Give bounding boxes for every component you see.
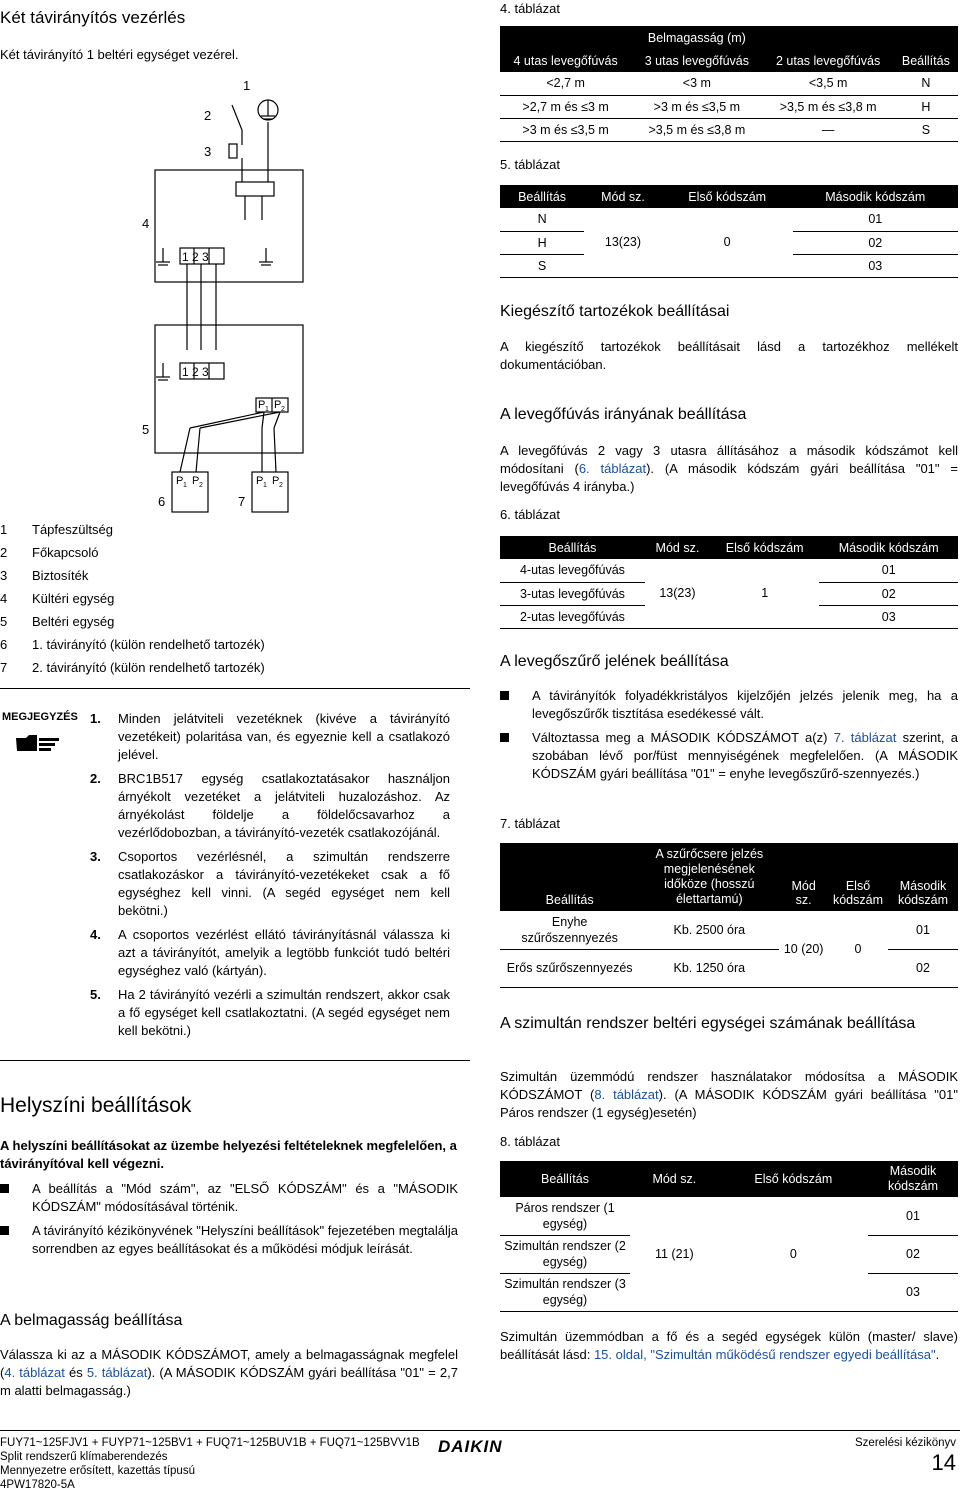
filter-bullets <box>500 687 958 783</box>
p1-label: P <box>258 399 266 411</box>
intro-text: Két távirányító 1 beltéri egységet vezérel. <box>0 47 239 62</box>
airflow-text: A levegőfúvás 2 vagy 3 utasra állításához a második kódszámot kell módosítani (6. táblázat). (A második kódszám gyári beállítása "01" = levegőfúvás 4 irányba.) <box>500 443 958 494</box>
table-5: Beállítás Mód sz. Első kódszám Második kódszám N 13(23) 0 01 H 02 S 03 <box>500 185 958 278</box>
legend-item: 7 2. távirányító (külön rendelhető tartozék) <box>0 660 265 675</box>
note-label: MEGJEGYZÉS <box>2 711 78 723</box>
simultaneous-text: Szimultán üzemmódú rendszer használatakor módosítsa a MÁSODIK KÓDSZÁMOT (8. táblázat). (A MÁSODIK KÓDSZÁM gyári beállítása "01" Páros rendszer (1 egység)esetén) <box>500 1069 958 1120</box>
r1-sub2: 2 <box>199 482 203 489</box>
site-bullet: A távirányító kézikönyvének "Helyszíni beállítások" fejezetében megtalálja sorrendben az egyes beállításokat és a működési módjuk leírását. <box>0 1222 458 1258</box>
footer-line2: Split rendszerű klímaberendezés <box>0 1451 168 1463</box>
label-7: 7 <box>238 494 246 509</box>
legend-item: 5 Beltéri egység <box>0 614 115 629</box>
site-intro: A helyszíni beállításokat az üzembe helyezési feltételeknek megfelelően, a távirányítóval kell végezni. <box>0 1138 457 1171</box>
indoor-terminal-label: 1 2 3 <box>182 365 209 379</box>
label-3: 3 <box>204 144 212 159</box>
footer-left <box>0 1436 430 1489</box>
t4-group-header: Belmagasság (m) <box>500 26 894 49</box>
note-list <box>90 710 450 1046</box>
label-4: 4 <box>142 216 150 231</box>
r2-p1: P <box>256 475 264 487</box>
table-4 <box>500 26 958 142</box>
footer-manual: Szerelési kézikönyv <box>855 1437 956 1449</box>
page-number: 14 <box>931 1450 956 1475</box>
r1-p1: P <box>176 475 184 487</box>
ref-table-8-link[interactable]: 8. táblázat <box>594 1087 659 1102</box>
p1-sub: 1 <box>265 406 269 413</box>
table-row: Szimultán rendszer (2 egység) 02 <box>500 1235 958 1273</box>
label-6: 6 <box>158 494 166 509</box>
site-bullets <box>0 1180 458 1258</box>
legend-list <box>0 522 440 682</box>
legend-item: 1 Tápfeszültség <box>0 522 113 537</box>
label-5: 5 <box>142 422 150 437</box>
accessory-title: Kiegészítő tartozékok beállításai <box>500 303 730 320</box>
airflow-title: A levegőfúvás irányának beállítása <box>500 406 747 423</box>
note-item: 2. BRC1B517 egység csatlakoztatásakor használjon árnyékolt vezetéket a jelátviteli huzalozáshoz. Az árnyékolást földelje a földelőcsavarhoz a vezérlődobozban, a távirányító-vezeték csatlakozójánál. <box>90 771 450 840</box>
master-slave-text: Szimultán üzemmódban a fő és a segéd egységek külön (master/ slave) beállítását lásd: 15. oldal, "Szimultán működésű rendszer egyedi beállítása". <box>500 1329 958 1362</box>
filter-title: A levegőszűrő jelének beállítása <box>500 653 729 670</box>
t4-head-cell: Beállítás <box>894 49 958 72</box>
main-switch-icon <box>232 105 242 130</box>
table-row: Páros rendszer (1 egység) 11 (21) 0 01 <box>500 1197 958 1235</box>
fuse-icon <box>229 144 237 158</box>
section-title-two-remote: Két távirányítós vezérlés <box>0 8 186 27</box>
ceiling-text: Válassza ki az a MÁSODIK KÓDSZÁMOT, amely a belmagasságnak megfelel (4. táblázat és 5. táblázat). (A MÁSODIK KÓDSZÁM gyári beállítása "01" = 2,7 m alatti belmagasság.) <box>0 1347 458 1398</box>
note-divider <box>0 688 470 689</box>
table-row: Enyhe szűrőszennyezés Kb. 2500 óra 10 (20) 0 01 <box>500 911 958 949</box>
legend-item: 6 1. távirányító (külön rendelhető tartozék) <box>0 637 265 652</box>
r2-p2: P <box>272 475 280 487</box>
table-7-title: 7. táblázat <box>500 816 560 831</box>
table-row: 3-utas levegőfúvás 02 <box>500 582 958 605</box>
ref-table-7-link[interactable]: 7. táblázat <box>833 730 897 745</box>
table-row: Erős szűrőszennyezés Kb. 1250 óra 02 <box>500 949 958 987</box>
table-4-title: 4. táblázat <box>500 1 560 16</box>
t4-head-cell: 4 utas levegőfúvás <box>500 49 631 72</box>
footer-code: 4PW17820-5A <box>0 1479 75 1489</box>
table-7: Beállítás A szűrőcsere jelzés megjelenésének időköze (hosszú élettartamú) Mód sz. Első kódszám Második kódszám Enyhe szűrőszennyezés Kb. 2500 óra 10 (20) 0 01 Erős szűrőszennyezés Kb. 1250 óra 02 <box>500 843 958 988</box>
p2-label: P <box>274 399 282 411</box>
ceiling-title: A belmagasság beállítása <box>0 1312 183 1329</box>
table-row: 2-utas levegőfúvás 03 <box>500 605 958 628</box>
r1-p2: P <box>192 475 200 487</box>
note-item: 4. A csoportos vezérlést ellátó távirányításnál válassza ki azt a távirányítót, amelyik a legtöbb funkciót tudó beltéri egységhez való (kártyán). <box>90 927 450 978</box>
r2-sub1: 1 <box>263 482 267 489</box>
table-row: N 13(23) 0 01 <box>500 208 958 231</box>
footer-divider <box>0 1430 960 1431</box>
legend-item: 3 Biztosíték <box>0 568 89 583</box>
legend-item: 2 Főkapcsoló <box>0 545 99 560</box>
table-row: S 03 <box>500 254 958 277</box>
table-row: <2,7 m <3 m <3,5 m N <box>500 72 958 95</box>
accessory-text: A kiegészítő tartozékok beállításait lásd a tartozékhoz mellékelt dokumentációban. <box>500 339 958 372</box>
wiring-diagram <box>0 60 470 520</box>
table-row: >3 m és ≤3,5 m >3,5 m és ≤3,8 m — S <box>500 118 958 141</box>
r1-sub1: 1 <box>183 482 187 489</box>
ref-table-5-link[interactable]: 5. táblázat <box>86 1365 148 1380</box>
simultaneous-title: A szimultán rendszer beltéri egységei számának beállítása <box>500 1015 916 1032</box>
p2-sub: 2 <box>281 406 285 413</box>
table-8: Beállítás Mód sz. Első kódszám Második kódszám Páros rendszer (1 egység) 11 (21) 0 01 Szimultán rendszer (2 egység) 02 Szimultán rendszer (3 egység) 03 <box>500 1161 958 1312</box>
ref-table-6-link[interactable]: 6. táblázat <box>578 461 647 476</box>
table-5-title: 5. táblázat <box>500 157 560 172</box>
filter-bullet: Változtassa meg a MÁSODIK KÓDSZÁMOT a(z) 7. táblázat szerint, a szobában lévő por/füst mennyiségének megfelelően. (A MÁSODIK KÓDSZÁM gyári beállítása "01" = enyhe levegőszűrő-szennyezés.) <box>500 729 958 783</box>
table-row: H 02 <box>500 231 958 254</box>
table-8-title: 8. táblázat <box>500 1134 560 1149</box>
site-settings-title: Helyszíni beállítások <box>0 1094 192 1117</box>
note-hand-icon <box>14 732 60 756</box>
note-item: 5. Ha 2 távirányító vezérli a szimultán rendszert, akkor csak a fő egységet kell csatlakoztatni. (A segéd egységet nem kell bekötni.) <box>90 987 450 1038</box>
legend-item: 4 Kültéri egység <box>0 591 115 606</box>
table-row: >2,7 m és ≤3 m >3 m és ≤3,5 m >3,5 m és ≤3,8 m H <box>500 95 958 118</box>
filter-bullet: A távirányítók folyadékkristályos kijelzőjén jelzés jelenik meg, ha a levegőszűrők tisztítása esedékessé vált. <box>500 687 958 723</box>
note-item: 1. Minden jelátviteli vezetéknek (kivéve a távirányító vezetékeit) polaritása van, és egyeznie kell a csatlakozó jelével. <box>90 711 450 762</box>
table-6: Beállítás Mód sz. Első kódszám Második kódszám 4-utas levegőfúvás 13(23) 1 01 3-utas levegőfúvás 02 2-utas levegőfúvás 03 <box>500 536 958 629</box>
label-1: 1 <box>243 78 251 93</box>
indoor-unit-box <box>155 325 303 453</box>
note-divider-bottom <box>0 1060 470 1061</box>
site-bullet: A beállítás a "Mód szám", az "ELSŐ KÓDSZÁM" és a "MÁSODIK KÓDSZÁM" módosításával történik. <box>0 1180 458 1216</box>
footer-line3: Mennyezetre erősített, kazettás típusú <box>0 1465 195 1477</box>
ref-page-15-link[interactable]: 15. oldal, "Szimultán működésű rendszer egyedi beállítása" <box>593 1347 936 1362</box>
outdoor-terminal-label: 1 2 3 <box>182 250 209 264</box>
table-6-title: 6. táblázat <box>500 507 560 522</box>
outdoor-unit-box <box>155 170 303 282</box>
r2-sub2: 2 <box>279 482 283 489</box>
daikin-logo: DAIKIN <box>438 1437 503 1456</box>
footer-models: FUY71~125FJV1 + FUYP71~125BV1 + FUQ71~125BUV1B + FUQ71~125BVV1B <box>0 1437 420 1449</box>
t4-head-cell: 3 utas levegőfúvás <box>631 49 762 72</box>
ref-table-4-link[interactable]: 4. táblázat <box>4 1365 65 1380</box>
table-row: 4-utas levegőfúvás 13(23) 1 01 <box>500 559 958 582</box>
label-2: 2 <box>204 108 212 123</box>
note-item: 3. Csoportos vezérlésnél, a szimultán rendszerre csatlakozáskor a távirányító-vezetékeket csak a fő egységhez kell vinni. (A segéd egységet nem kell bekötni.) <box>90 849 450 918</box>
t4-head-cell: 2 utas levegőfúvás <box>763 49 894 72</box>
table-row: Szimultán rendszer (3 egység) 03 <box>500 1273 958 1311</box>
